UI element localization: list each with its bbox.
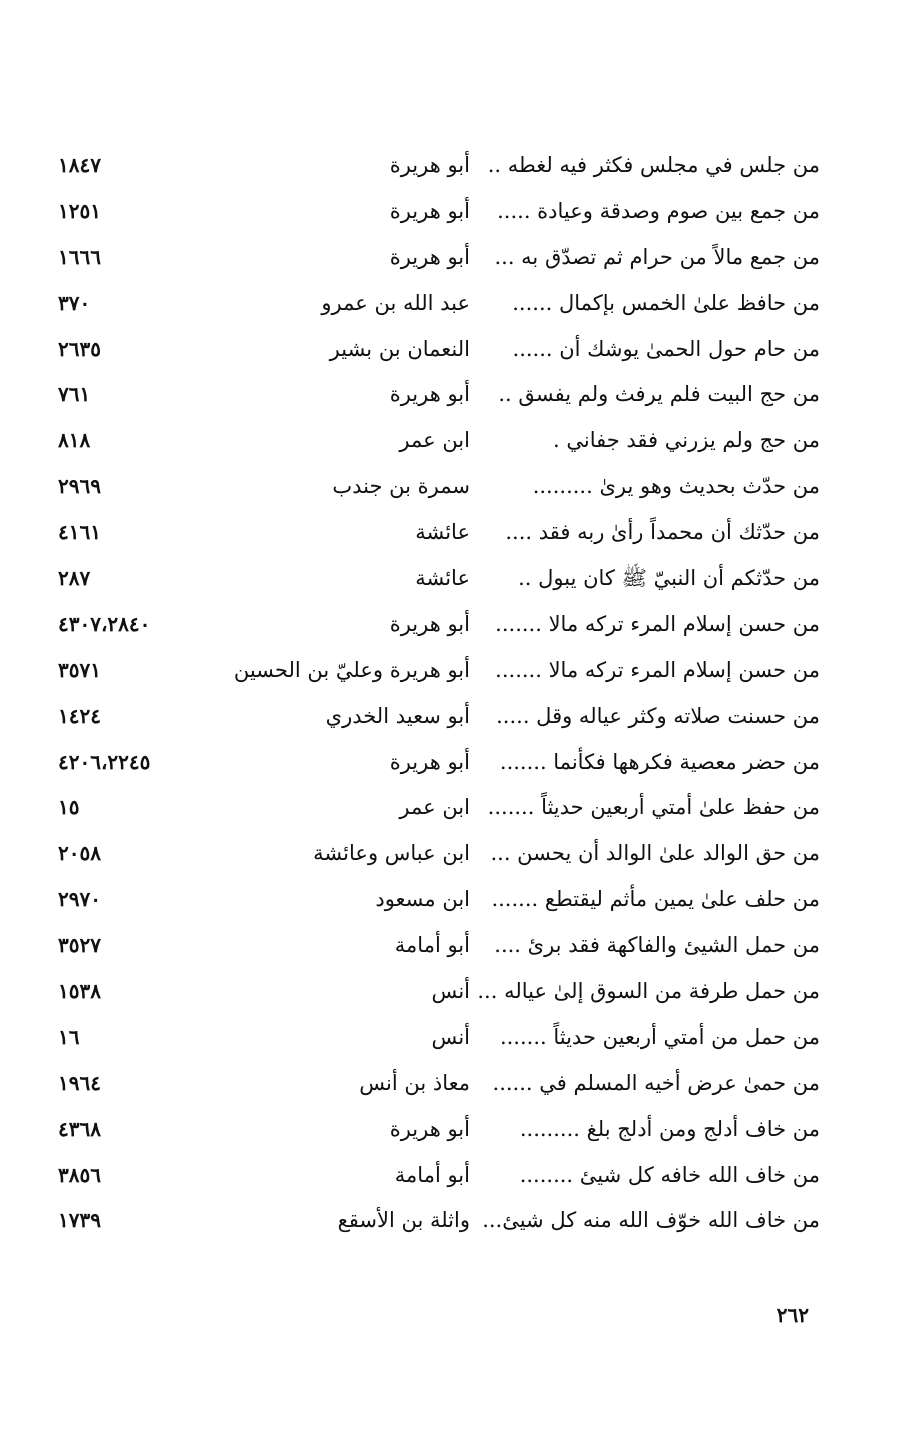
hadith-number: ٤١٦١	[58, 520, 101, 545]
hadith-number: ١٩٦٤	[58, 1070, 101, 1095]
hadith-text: من حق الوالد علىٰ الوالد أن يحسن ...	[490, 841, 820, 866]
hadith-text: من حمل طرفة من السوق إلىٰ عياله ...	[477, 979, 820, 1004]
hadith-text: من حام حول الحمىٰ يوشك أن ......	[512, 336, 820, 361]
hadith-number: ١٥	[58, 795, 80, 820]
hadith-text: من حسنت صلاته وكثر عياله وقل .....	[496, 703, 820, 728]
hadith-text: من خاف الله خافه كل شيئ ........	[519, 1162, 820, 1187]
narrator-name: أبو أمامة	[394, 933, 470, 958]
hadith-number: ٨١٨	[58, 428, 91, 453]
hadith-text: من جلس في مجلس فكثر فيه لغطه ..	[487, 153, 820, 177]
index-row	[0, 280, 897, 326]
index-row	[0, 326, 897, 372]
hadith-text: من حدّثكم أن النبيّ ﷺ كان يبول ..	[518, 566, 820, 591]
narrator-name: واثلة بن الأسقع	[337, 1208, 470, 1233]
hadith-text: من جمع بين صوم وصدقة وعيادة .....	[497, 198, 820, 223]
narrator-name: أبو هريرة	[389, 198, 470, 223]
hadith-number: ١٢٥١	[58, 198, 101, 223]
narrator-name: ابن مسعود	[375, 887, 470, 912]
narrator-name: ابن عباس وعائشة	[313, 841, 470, 866]
hadith-number: ٤٢٠٦،٢٢٤٥	[58, 749, 151, 774]
hadith-number: ٣٥٧١	[58, 657, 101, 682]
hadith-text: من حمل الشيئ والفاكهة فقد برئ ....	[494, 933, 820, 958]
hadith-text: من حافظ علىٰ الخمس بإكمال ......	[512, 290, 820, 315]
hadith-text: من خاف الله خوّف الله منه كل شيئ...	[482, 1208, 820, 1233]
narrator-name: ابن عمر	[399, 428, 470, 453]
hadith-number: ١٤٢٤	[58, 703, 101, 728]
narrator-name: عائشة	[415, 520, 470, 545]
hadith-text: من حسن إسلام المرء تركه مالا .......	[495, 611, 820, 636]
hadith-number: ٢٦٣٥	[58, 336, 101, 361]
index-row	[0, 922, 897, 968]
index-row	[0, 1152, 897, 1198]
index-row	[0, 509, 897, 555]
hadith-number: ٢٩٦٩	[58, 474, 101, 499]
hadith-text: من حفظ علىٰ أمتي أربعين حديثاً .......	[487, 795, 820, 820]
narrator-name: أبو هريرة وعليّ بن الحسين	[233, 657, 470, 682]
hadith-number: ٢٠٥٨	[58, 841, 101, 866]
hadith-number: ١٦	[58, 1024, 80, 1049]
index-row	[0, 876, 897, 922]
index-row	[0, 417, 897, 463]
narrator-name: أبو هريرة	[389, 749, 470, 774]
narrator-name: عائشة	[415, 566, 470, 591]
narrator-name: أبو هريرة	[389, 611, 470, 636]
hadith-text: من حسن إسلام المرء تركه مالا .......	[495, 657, 820, 682]
index-row	[0, 739, 897, 785]
index-row	[0, 1197, 897, 1243]
hadith-number: ٣٨٥٦	[58, 1162, 101, 1187]
hadith-number: ١٨٤٧	[58, 153, 101, 177]
index-row	[0, 371, 897, 417]
index-row	[0, 784, 897, 830]
index-row	[0, 1014, 897, 1060]
narrator-name: سمرة بن جندب	[332, 474, 470, 499]
narrator-name: أبو هريرة	[389, 382, 470, 407]
index-row	[0, 234, 897, 280]
hadith-text: من حمل من أمتي أربعين حديثاً .......	[499, 1024, 820, 1049]
narrator-name: أبو سعيد الخدري	[325, 703, 470, 728]
hadith-text: من حدّث بحديث وهو يرىٰ .........	[532, 474, 820, 499]
narrator-name: أنس	[431, 1024, 470, 1049]
hadith-index-list	[0, 142, 897, 1243]
index-row	[0, 555, 897, 601]
hadith-number: ١٧٣٩	[58, 1208, 101, 1233]
hadith-text: من حضر معصية فكرهها فكأنما .......	[499, 749, 820, 774]
narrator-name: أنس	[431, 979, 470, 1004]
index-row	[0, 647, 897, 693]
hadith-text: من جمع مالاً من حرام ثم تصدّق به ...	[494, 244, 820, 269]
index-row	[0, 830, 897, 876]
hadith-number: ٢٨٧	[58, 566, 91, 591]
hadith-number: ١٥٣٨	[58, 979, 101, 1004]
hadith-number: ٣٥٢٧	[58, 933, 101, 958]
narrator-name: أبو هريرة	[389, 153, 470, 177]
index-row	[0, 188, 897, 234]
index-row	[0, 1060, 897, 1106]
hadith-number: ٤٣٠٧،٢٨٤٠	[58, 611, 151, 636]
hadith-text: من حج ولم يزرني فقد جفاني .	[553, 428, 820, 453]
narrator-name: النعمان بن بشير	[329, 336, 470, 361]
narrator-name: أبو هريرة	[389, 244, 470, 269]
index-row	[0, 968, 897, 1014]
index-row	[0, 1106, 897, 1152]
hadith-number: ٣٧٠	[58, 290, 91, 315]
index-row	[0, 693, 897, 739]
hadith-text: من حمىٰ عرض أخيه المسلم في ......	[492, 1070, 820, 1095]
hadith-text: من حلف علىٰ يمين مأثم ليقتطع .......	[491, 887, 820, 912]
page-number: ٢٦٢	[776, 1303, 809, 1327]
hadith-text: من خاف أدلج ومن أدلج بلغ .........	[519, 1116, 820, 1141]
hadith-number: ٤٣٦٨	[58, 1116, 101, 1141]
hadith-number: ٧٦١	[58, 382, 91, 407]
narrator-name: معاذ بن أنس	[359, 1070, 470, 1095]
index-row	[0, 463, 897, 509]
narrator-name: أبو أمامة	[394, 1162, 470, 1187]
index-row	[0, 601, 897, 647]
hadith-number: ٢٩٧٠	[58, 887, 101, 912]
hadith-text: من حدّثك أن محمداً رأىٰ ربه فقد ....	[505, 520, 820, 545]
index-row	[0, 142, 897, 188]
narrator-name: ابن عمر	[399, 795, 470, 820]
hadith-number: ١٦٦٦	[58, 244, 101, 269]
hadith-text: من حج البيت فلم يرفث ولم يفسق ..	[498, 382, 820, 407]
narrator-name: عبد الله بن عمرو	[321, 290, 470, 315]
narrator-name: أبو هريرة	[389, 1116, 470, 1141]
